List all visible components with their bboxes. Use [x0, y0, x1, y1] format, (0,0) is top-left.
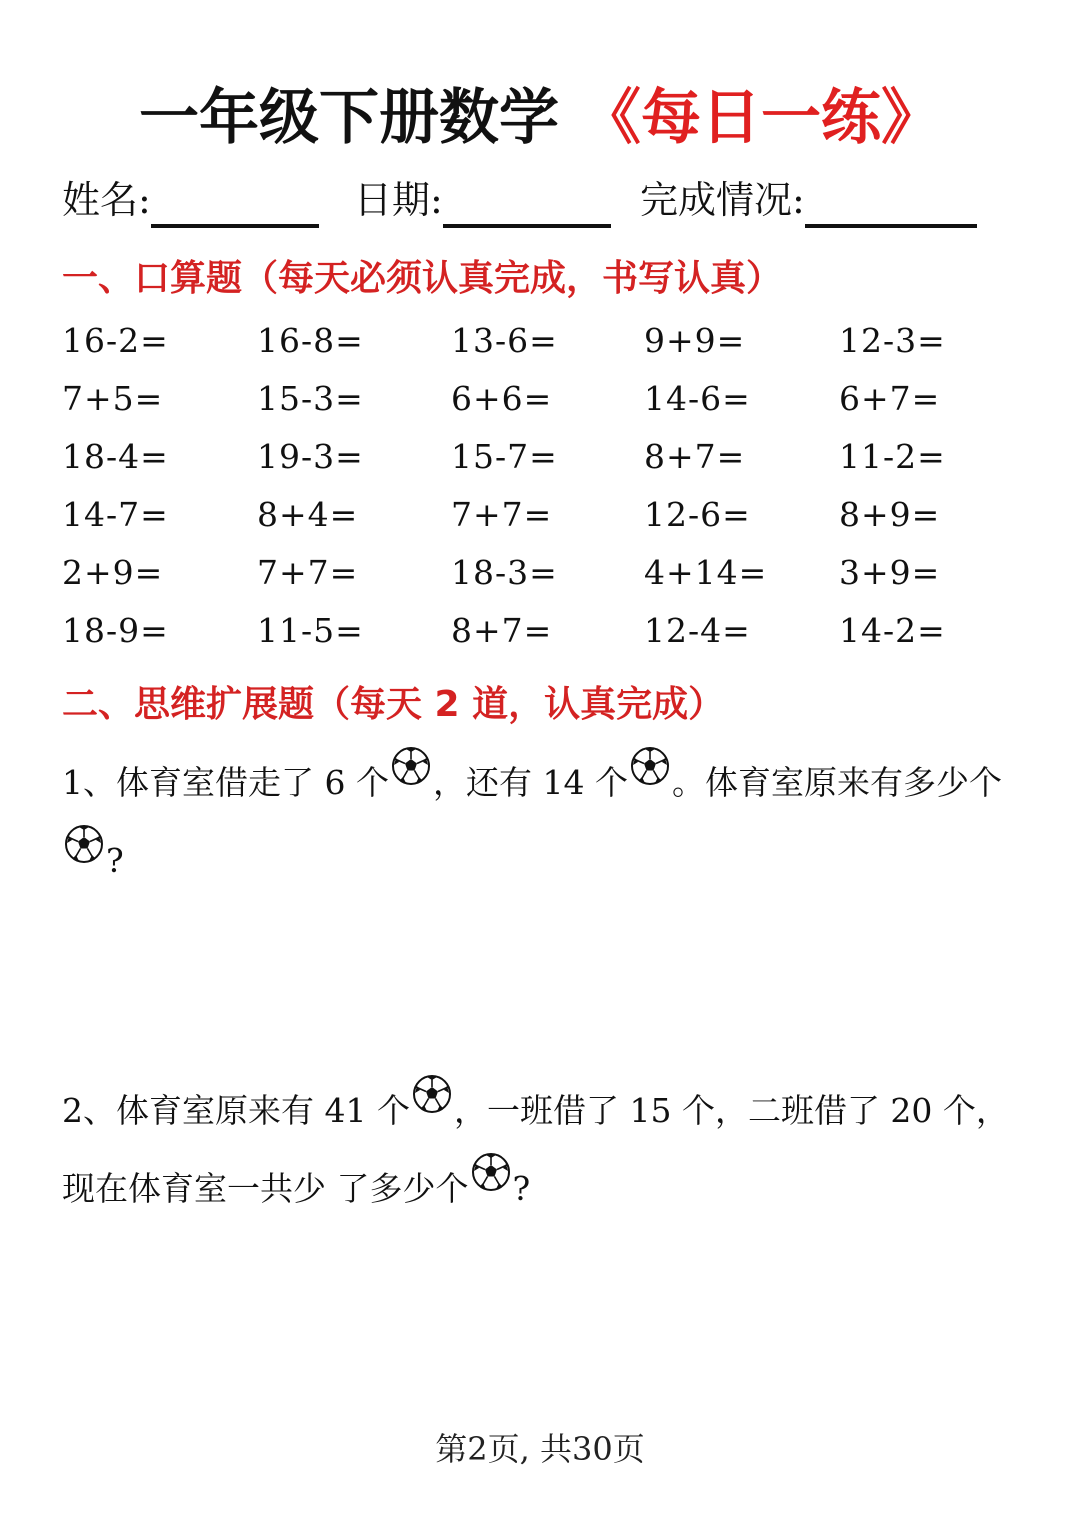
calc-item: 16-2=: [62, 321, 169, 360]
soccer-ball-icon: [391, 746, 431, 786]
problem2-text-c: ?: [512, 1169, 531, 1208]
section-heading-thinking: 二、思维扩展题（每天 2 道，认真完成）: [62, 684, 725, 725]
calc-item: 8+4=: [257, 495, 359, 534]
calc-item: 7+5=: [62, 379, 164, 418]
calc-item: 12-6=: [644, 495, 751, 534]
calc-item: 18-9=: [62, 611, 169, 650]
calc-item: 14-2=: [839, 611, 946, 650]
calc-item: 18-3=: [451, 553, 558, 592]
calc-item: 8+7=: [451, 611, 553, 650]
calc-row: [62, 428, 1022, 486]
page-number: 第2页, 共30页: [435, 1430, 645, 1468]
calc-item: 14-6=: [644, 379, 751, 418]
problem1-text-b: ，还有 14 个: [432, 763, 628, 802]
name-label: 姓名:: [62, 178, 151, 222]
problem1-text-a: 1、体育室借走了 6 个: [62, 763, 389, 802]
calc-item: 12-4=: [644, 611, 751, 650]
calc-item: 8+7=: [644, 437, 746, 476]
soccer-ball-icon: [412, 1074, 452, 1114]
name-blank[interactable]: [151, 178, 319, 228]
date-field: [354, 172, 611, 228]
title-main: 一年级下册数学: [139, 83, 559, 153]
word-problem-1: [62, 744, 1022, 900]
soccer-ball-icon: [630, 746, 670, 786]
calc-item: 9+9=: [644, 321, 746, 360]
calc-item: 15-3=: [257, 379, 364, 418]
student-info-row: [62, 172, 1022, 232]
calc-row: [62, 370, 1022, 428]
calc-item: 11-5=: [257, 611, 364, 650]
soccer-ball-icon: [471, 1152, 511, 1192]
calc-item: 16-8=: [257, 321, 364, 360]
calc-item: 13-6=: [451, 321, 558, 360]
calc-item: 15-7=: [451, 437, 558, 476]
title-highlight: 《每日一练》: [581, 83, 941, 153]
calc-row: [62, 602, 1022, 660]
calc-row: [62, 544, 1022, 602]
calc-row: [62, 312, 1022, 370]
worksheet-title: [0, 78, 1080, 158]
date-label: 日期:: [354, 178, 443, 222]
calc-item: 8+9=: [839, 495, 941, 534]
calc-item: 18-4=: [62, 437, 169, 476]
calc-item: 2+9=: [62, 553, 164, 592]
problem1-text-d: ?: [106, 841, 124, 880]
calc-item: 7+7=: [257, 553, 359, 592]
calc-item: 7+7=: [451, 495, 553, 534]
soccer-ball-icon: [64, 824, 104, 864]
status-field: [640, 172, 977, 228]
name-field: [62, 172, 319, 228]
calc-item: 12-3=: [839, 321, 946, 360]
calc-item: 4+14=: [644, 553, 768, 592]
word-problem-2: [62, 1072, 1022, 1228]
mental-math-grid: [62, 312, 1022, 660]
calc-item: 11-2=: [839, 437, 946, 476]
calc-item: 6+6=: [451, 379, 553, 418]
status-blank[interactable]: [805, 178, 977, 228]
status-label: 完成情况:: [640, 178, 805, 222]
calc-item: 6+7=: [839, 379, 941, 418]
calc-item: 3+9=: [839, 553, 941, 592]
problem2-text-a: 2、体育室原来有 41 个: [62, 1091, 410, 1130]
date-blank[interactable]: [443, 178, 611, 228]
section-heading-mental-math: 一、口算题（每天必须认真完成，书写认真）: [62, 258, 783, 299]
calc-row: [62, 486, 1022, 544]
problem2-text-b: ，一班借了 15 个，二班借了 20 个，现在体育室一共少 了多少个: [62, 1091, 1009, 1208]
problem1-text-c: 。体育室原来有多少个: [671, 763, 1002, 802]
calc-item: 19-3=: [257, 437, 364, 476]
calc-item: 14-7=: [62, 495, 169, 534]
